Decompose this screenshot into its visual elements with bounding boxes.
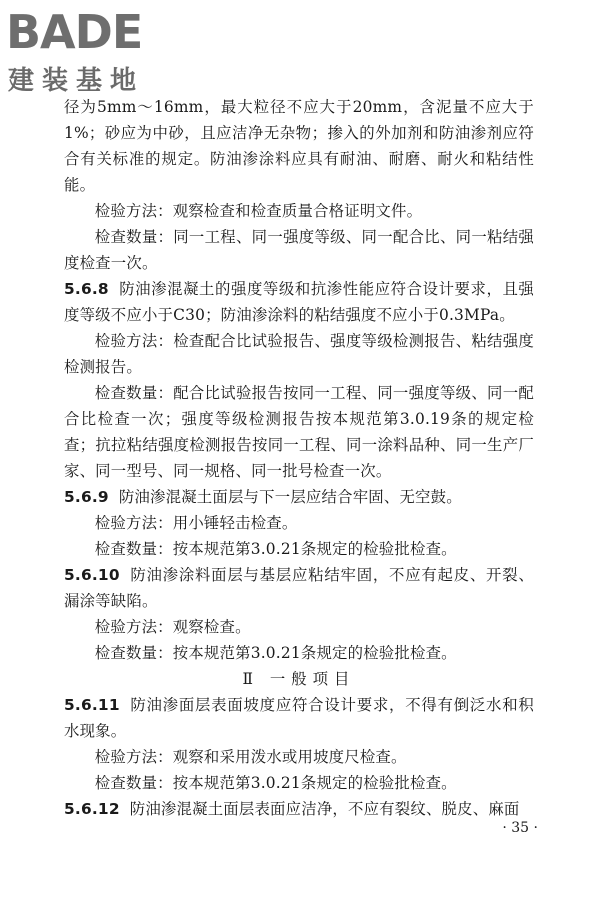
page-number: · 35 · bbox=[502, 820, 538, 836]
clause bbox=[64, 484, 534, 510]
paragraph: 检查数量：配合比试验报告按同一工程、同一强度等级、同一配合比检查一次；强度等级检测报告按本规范第3.0.19条的规定检查；抗拉粘结强度检测报告按同一工程、同一涂料品种、同一生产厂家、同一型号、同一规格、同一批号检查一次。 bbox=[64, 384, 534, 480]
bade-logo bbox=[6, 5, 176, 96]
clause-text: 防油渗混凝土的强度等级和抗渗性能应符合设计要求，且强度等级不应小于C30；防油渗涂料的粘结强度不应小于0.3MPa。 bbox=[64, 280, 534, 324]
clause-text: 防油渗涂料面层与基层应粘结牢固，不应有起皮、开裂、漏涂等缺陷。 bbox=[64, 566, 534, 610]
paragraph: 检验方法：用小锤轻击检查。 bbox=[94, 514, 298, 532]
paragraph: 检验方法：检查配合比试验报告、强度等级检测报告、粘结强度检测报告。 bbox=[64, 332, 534, 376]
paragraph: 检验方法：观察和采用泼水或用坡度尺检查。 bbox=[94, 748, 407, 766]
paragraph: 检验方法：观察检查。 bbox=[94, 618, 251, 636]
paragraph-continued: 径为5mm～16mm，最大粒径不应大于20mm，含泥量不应大于1%；砂应为中砂，且应洁净无杂物；掺入的外加剂和防油渗剂应符合有关标准的规定。防油渗涂料应具有耐油、耐磨、耐火和粘结性能。 bbox=[64, 98, 534, 194]
clause bbox=[64, 276, 534, 328]
paragraph: 检查数量：按本规范第3.0.21条规定的检验批检查。 bbox=[94, 774, 457, 792]
logo-subtitle: 建装基地 bbox=[8, 66, 145, 96]
clause bbox=[64, 692, 534, 744]
clause-number: 5.6.10 bbox=[64, 566, 120, 584]
clause-number: 5.6.12 bbox=[64, 800, 120, 818]
clause-text: 防油渗面层表面坡度应符合设计要求，不得有倒泛水和积水现象。 bbox=[64, 696, 534, 740]
clause-text: 防油渗混凝土面层与下一层应结合牢固、无空鼓。 bbox=[118, 488, 462, 506]
section-heading: Ⅱ 一般项目 bbox=[242, 670, 356, 688]
paragraph: 检查数量：按本规范第3.0.21条规定的检验批检查。 bbox=[94, 644, 457, 662]
clause bbox=[64, 796, 534, 822]
clause-number: 5.6.9 bbox=[64, 488, 109, 506]
clause-number: 5.6.8 bbox=[64, 280, 109, 298]
paragraph: 检查数量：同一工程、同一强度等级、同一配合比、同一粘结强度检查一次。 bbox=[64, 228, 534, 272]
clause bbox=[64, 562, 534, 614]
logo-brand: BADE bbox=[6, 5, 143, 59]
document-body bbox=[64, 94, 534, 822]
clause-number: 5.6.11 bbox=[64, 696, 120, 714]
paragraph: 检查数量：按本规范第3.0.21条规定的检验批检查。 bbox=[94, 540, 457, 558]
clause-text: 防油渗混凝土面层表面应洁净，不应有裂纹、脱皮、麻面 bbox=[129, 800, 520, 818]
paragraph: 检验方法：观察检查和检查质量合格证明文件。 bbox=[94, 202, 423, 220]
